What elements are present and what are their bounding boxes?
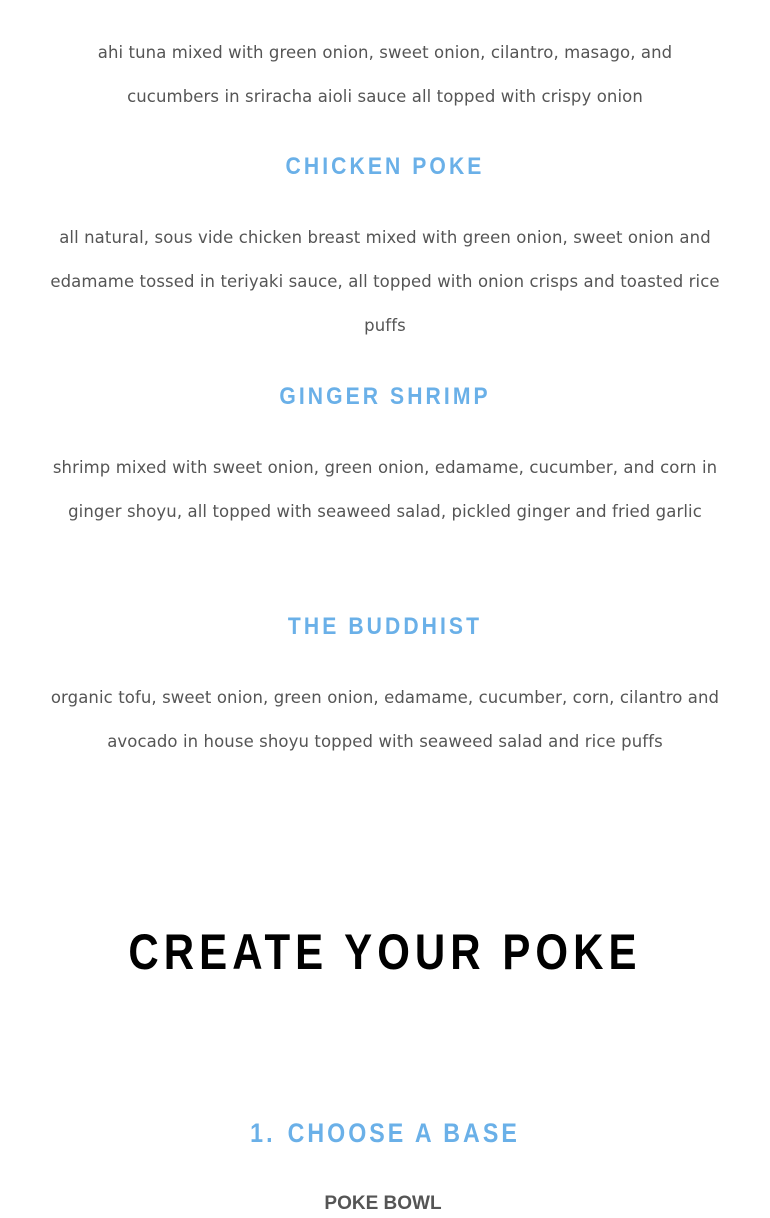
menu-item-description: ahi tuna mixed with green onion, sweet onion, cilantro, masago, and cucumbers in sriracha aioli sauce all topped with crispy onion bbox=[97, 43, 673, 106]
menu-item-title-ginger-shrimp: GINGER SHRIMP bbox=[279, 383, 491, 410]
step-heading bbox=[54, 1116, 716, 1150]
base-option-poke-bowl: POKE BOWL bbox=[324, 1193, 442, 1214]
step-number: 1. bbox=[250, 1118, 276, 1148]
menu-item-title-the-buddhist: THE BUDDHIST bbox=[287, 613, 483, 640]
menu-item-description-chicken-poke: all natural, sous vide chicken breast mixed with green onion, sweet onion and edamame tossed in teriyaki sauce, all topped with onion crisps and toasted rice puffs bbox=[50, 228, 720, 335]
menu-item-title-chicken-poke: CHICKEN POKE bbox=[285, 153, 485, 180]
menu-item-description-the-buddhist: organic tofu, sweet onion, green onion, edamame, cucumber, corn, cilantro and avocado in house shoyu topped with seaweed salad and rice puffs bbox=[50, 688, 720, 751]
menu-item-description-ginger-shrimp: shrimp mixed with sweet onion, green onion, edamame, cucumber, and corn in ginger shoyu, all topped with seaweed salad, pickled ginger and fried garlic bbox=[52, 458, 718, 521]
step-label: CHOOSE A BASE bbox=[287, 1118, 520, 1148]
create-your-poke-heading: CREATE YOUR POKE bbox=[128, 924, 642, 980]
